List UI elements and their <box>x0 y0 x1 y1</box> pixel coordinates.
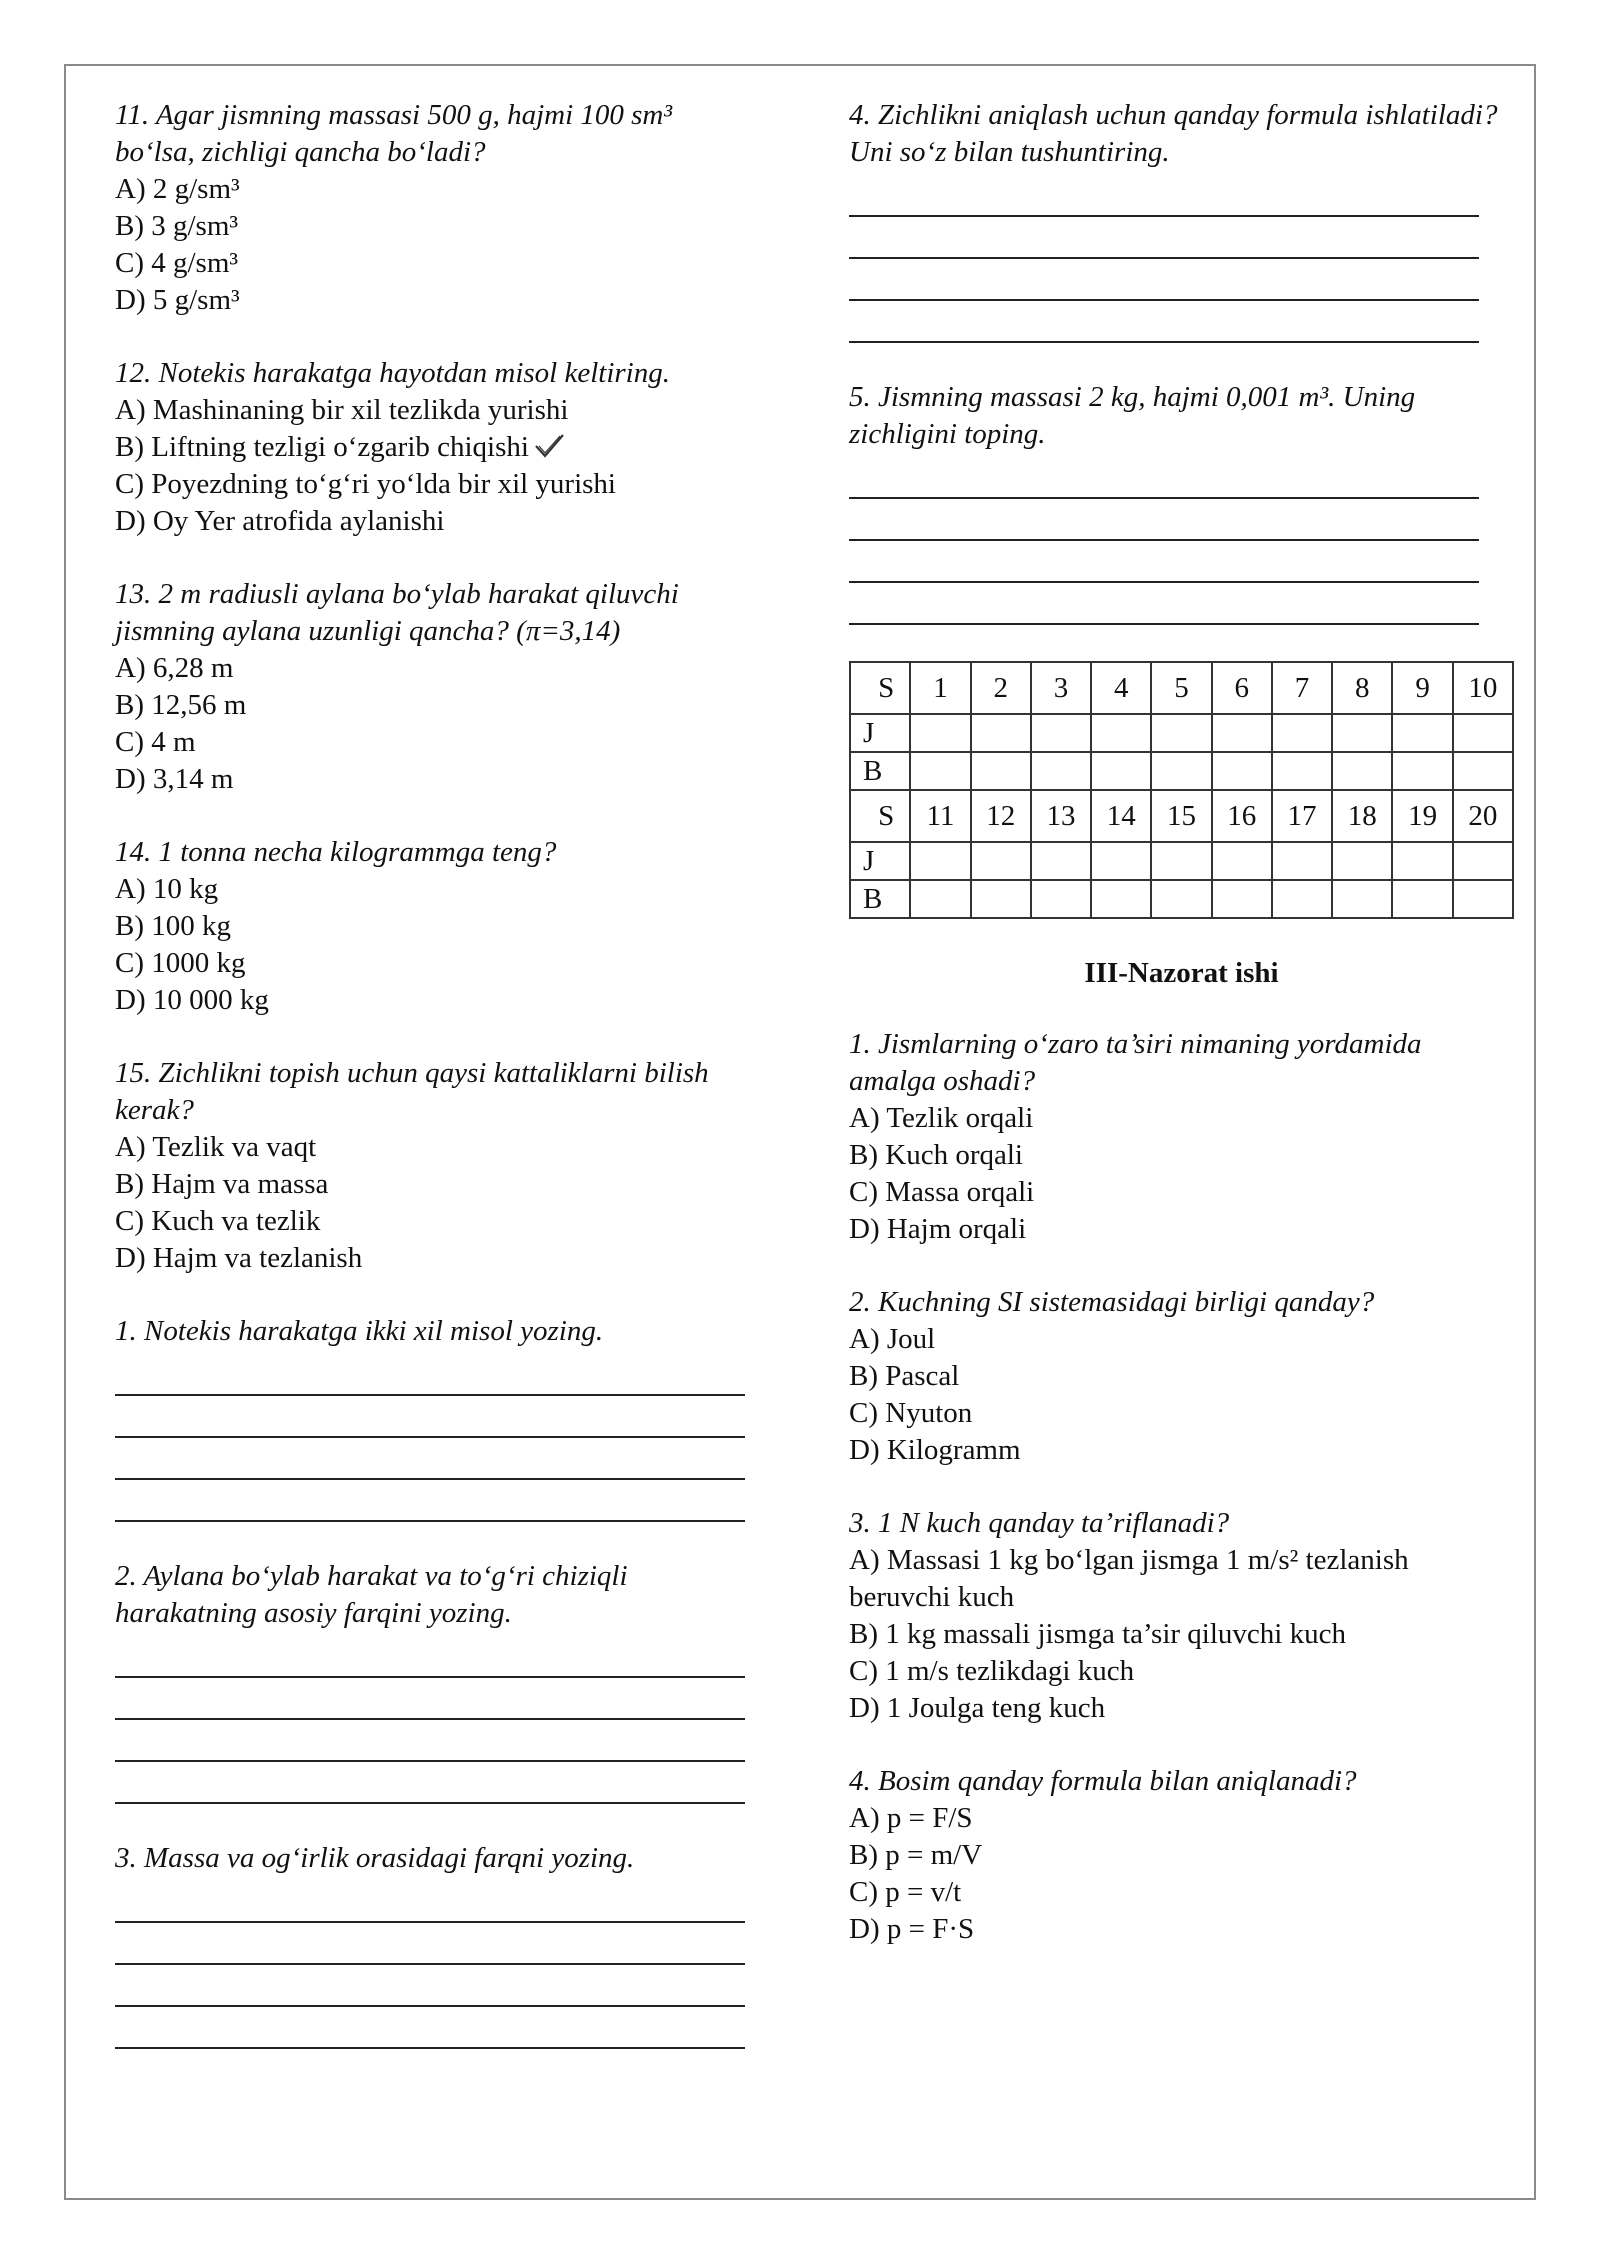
answer-cell[interactable] <box>1453 714 1513 752</box>
option-c: C) Poyezdning to‘g‘ri yo‘lda bir xil yurishi <box>115 468 616 500</box>
answer-cell[interactable] <box>1212 714 1272 752</box>
open-question-4 <box>849 97 1514 343</box>
question-13 <box>115 576 755 798</box>
section-title: III-Nazorat ishi <box>1084 957 1279 989</box>
answer-lines <box>115 1636 755 1804</box>
cell-number: 7 <box>1272 662 1332 714</box>
open-question-3 <box>115 1840 755 2049</box>
option-b: B) 3 g/sm³ <box>115 210 239 242</box>
option-b: B) Pascal <box>849 1360 960 1392</box>
cell-number: 16 <box>1212 790 1272 842</box>
answer-cell[interactable] <box>1453 842 1513 880</box>
open-question-2 <box>115 1558 755 1804</box>
option-c: C) 4 m <box>115 726 196 758</box>
option-b-label: B) Liftning tezligi o‘zgarib chiqishi <box>115 431 529 463</box>
answer-cell[interactable] <box>1392 880 1452 918</box>
question-text: 14. 1 tonna necha kilogrammga teng? <box>115 836 557 868</box>
option-d: D) 1 Joulga teng kuch <box>849 1692 1106 1724</box>
option-d: D) Hajm va tezlanish <box>115 1242 363 1274</box>
cell-number: 14 <box>1091 790 1151 842</box>
answer-cell[interactable] <box>971 842 1031 880</box>
answer-cell[interactable] <box>1392 752 1452 790</box>
option-b: B) Kuch orqali <box>849 1139 1023 1171</box>
option-a: A) Massasi 1 kg bo‘lgan jismga 1 m/s² tezlanish beruvchi kuch <box>849 1544 1409 1613</box>
option-d: D) 3,14 m <box>115 763 234 795</box>
open-question-1 <box>115 1313 755 1522</box>
answer-line[interactable] <box>115 1678 745 1720</box>
row-label-s: S <box>850 790 910 842</box>
answer-grid-table <box>849 661 1514 919</box>
row-label-b: B <box>850 880 910 918</box>
answer-cell[interactable] <box>1031 880 1091 918</box>
answer-cell[interactable] <box>910 842 970 880</box>
answer-lines <box>115 1881 755 2049</box>
question-text: 2. Aylana bo‘ylab harakat va to‘g‘ri chiziqli harakatning asosiy farqini yozing. <box>115 1560 628 1629</box>
cell-number: 5 <box>1151 662 1211 714</box>
option-b <box>115 429 755 466</box>
answer-line[interactable] <box>115 1636 745 1678</box>
answer-cell[interactable] <box>1272 880 1332 918</box>
answer-cell[interactable] <box>1272 752 1332 790</box>
option-a: A) 6,28 m <box>115 652 234 684</box>
option-a: A) Mashinaning bir xil tezlikda yurishi <box>115 394 569 426</box>
question-12 <box>115 355 755 540</box>
row-label-j: J <box>850 842 910 880</box>
question-15 <box>115 1055 755 1277</box>
answer-line[interactable] <box>849 499 1479 541</box>
answer-cell[interactable] <box>910 880 970 918</box>
cell-number: 4 <box>1091 662 1151 714</box>
option-a: A) Joul <box>849 1323 936 1355</box>
option-b: B) 1 kg massali jismga ta’sir qiluvchi kuch <box>849 1618 1346 1650</box>
option-b: B) p = m/V <box>849 1839 983 1871</box>
answer-cell[interactable] <box>1453 752 1513 790</box>
option-d: D) Oy Yer atrofida aylanishi <box>115 505 445 537</box>
question-text: 15. Zichlikni topish uchun qaysi kattaliklarni bilish kerak? <box>115 1057 709 1126</box>
option-b: B) 100 kg <box>115 910 231 942</box>
answer-cell[interactable] <box>1212 842 1272 880</box>
answer-cell[interactable] <box>1091 842 1151 880</box>
answer-line[interactable] <box>849 583 1479 625</box>
table-row-b-2 <box>850 880 1513 918</box>
question-text: 5. Jismning massasi 2 kg, hajmi 0,001 m³. Uning zichligini toping. <box>849 381 1416 450</box>
answer-cell[interactable] <box>1453 880 1513 918</box>
question-text: 1. Notekis harakatga ikki xil misol yozing. <box>115 1315 604 1347</box>
answer-line[interactable] <box>115 1881 745 1923</box>
answer-line[interactable] <box>849 217 1479 259</box>
left-column <box>115 97 755 2085</box>
answer-cell[interactable] <box>1272 714 1332 752</box>
question-text: 11. Agar jismning massasi 500 g, hajmi 100 sm³ bo‘lsa, zichligi qancha bo‘ladi? <box>115 99 673 168</box>
question-text: 12. Notekis harakatga hayotdan misol keltiring. <box>115 357 670 389</box>
table-row-j-2 <box>850 842 1513 880</box>
option-d: D) Hajm orqali <box>849 1213 1027 1245</box>
answer-cell[interactable] <box>1212 752 1272 790</box>
cell-number: 18 <box>1332 790 1392 842</box>
option-c: C) 1000 kg <box>115 947 246 979</box>
cell-number: 17 <box>1272 790 1332 842</box>
answer-line[interactable] <box>115 2007 745 2049</box>
option-a: A) 10 kg <box>115 873 219 905</box>
section3-question-2 <box>849 1284 1514 1469</box>
question-text: 1. Jismlarning o‘zaro ta’siri nimaning yordamida amalga oshadi? <box>849 1028 1422 1097</box>
answer-line[interactable] <box>849 301 1479 343</box>
cell-number: 20 <box>1453 790 1513 842</box>
question-text: 3. 1 N kuch qanday ta’riflanadi? <box>849 1507 1230 1539</box>
option-c: C) Massa orqali <box>849 1176 1035 1208</box>
answer-cell[interactable] <box>1332 880 1392 918</box>
question-text: 4. Bosim qanday formula bilan aniqlanadi? <box>849 1765 1357 1797</box>
question-text: 3. Massa va og‘irlik orasidagi farqni yozing. <box>115 1842 635 1874</box>
option-d: D) p = F·S <box>849 1913 975 1945</box>
answer-cell[interactable] <box>971 714 1031 752</box>
answer-cell[interactable] <box>1151 842 1211 880</box>
answer-line[interactable] <box>115 1965 745 2007</box>
answer-cell[interactable] <box>1151 880 1211 918</box>
cell-number: 13 <box>1031 790 1091 842</box>
cell-number: 10 <box>1453 662 1513 714</box>
option-a: A) Tezlik orqali <box>849 1102 1034 1134</box>
answer-line[interactable] <box>115 1396 745 1438</box>
cell-number: 11 <box>910 790 970 842</box>
answer-line[interactable] <box>849 457 1479 499</box>
option-d: D) Kilogramm <box>849 1434 1021 1466</box>
answer-line[interactable] <box>849 541 1479 583</box>
option-c: C) 1 m/s tezlikdagi kuch <box>849 1655 1135 1687</box>
option-d: D) 5 g/sm³ <box>115 284 240 316</box>
option-c: C) Kuch va tezlik <box>115 1205 321 1237</box>
cell-number: 19 <box>1392 790 1452 842</box>
question-11 <box>115 97 755 319</box>
option-d: D) 10 000 kg <box>115 984 269 1016</box>
row-label-s: S <box>850 662 910 714</box>
option-c: C) Nyuton <box>849 1397 973 1429</box>
answer-cell[interactable] <box>1091 714 1151 752</box>
question-text: 2. Kuchning SI sistemasidagi birligi qanday? <box>849 1286 1375 1318</box>
option-b: B) Hajm va massa <box>115 1168 329 1200</box>
answer-cell[interactable] <box>1031 842 1091 880</box>
cell-number: 12 <box>971 790 1031 842</box>
table-row-numbers-2 <box>850 790 1513 842</box>
answer-cell[interactable] <box>1332 714 1392 752</box>
cell-number: 1 <box>910 662 970 714</box>
section3-question-3 <box>849 1505 1514 1727</box>
cell-number: 2 <box>971 662 1031 714</box>
option-a: A) 2 g/sm³ <box>115 173 240 205</box>
cell-number: 8 <box>1332 662 1392 714</box>
answer-cell[interactable] <box>1031 752 1091 790</box>
answer-cell[interactable] <box>1151 752 1211 790</box>
answer-cell[interactable] <box>1272 842 1332 880</box>
cell-number: 3 <box>1031 662 1091 714</box>
answer-cell[interactable] <box>1091 880 1151 918</box>
option-c: C) 4 g/sm³ <box>115 247 239 279</box>
table-row-j <box>850 714 1513 752</box>
answer-lines <box>115 1354 755 1522</box>
question-14 <box>115 834 755 1019</box>
row-label-b: B <box>850 752 910 790</box>
answer-cell[interactable] <box>1151 714 1211 752</box>
answer-cell[interactable] <box>910 752 970 790</box>
section3-question-1 <box>849 1026 1514 1248</box>
answer-cell[interactable] <box>971 880 1031 918</box>
answer-cell[interactable] <box>1392 714 1452 752</box>
question-text: 4. Zichlikni aniqlash uchun qanday formula ishlatiladi? Uni so‘z bilan tushuntiring. <box>849 99 1498 168</box>
table-row-b <box>850 752 1513 790</box>
table-row-numbers <box>850 662 1513 714</box>
answer-line[interactable] <box>115 1762 745 1804</box>
cell-number: 9 <box>1392 662 1452 714</box>
option-b: B) 12,56 m <box>115 689 247 721</box>
option-a: A) Tezlik va vaqt <box>115 1131 317 1163</box>
answer-line[interactable] <box>849 175 1479 217</box>
answer-cell[interactable] <box>1091 752 1151 790</box>
answer-line[interactable] <box>115 1480 745 1522</box>
section3-question-4 <box>849 1763 1514 1948</box>
check-mark-icon <box>533 432 565 460</box>
answer-lines <box>849 457 1514 625</box>
answer-cell[interactable] <box>1332 842 1392 880</box>
answer-line[interactable] <box>115 1438 745 1480</box>
answer-cell[interactable] <box>1392 842 1452 880</box>
option-c: C) p = v/t <box>849 1876 962 1908</box>
answer-line[interactable] <box>115 1720 745 1762</box>
answer-cell[interactable] <box>910 714 970 752</box>
cell-number: 6 <box>1212 662 1272 714</box>
question-text: 13. 2 m radiusli aylana bo‘ylab harakat qiluvchi jismning aylana uzunligi qancha? (π=3,14) <box>115 578 679 647</box>
answer-line[interactable] <box>849 259 1479 301</box>
answer-cell[interactable] <box>1031 714 1091 752</box>
answer-line[interactable] <box>115 1923 745 1965</box>
row-label-j: J <box>850 714 910 752</box>
answer-cell[interactable] <box>971 752 1031 790</box>
option-a: A) p = F/S <box>849 1802 973 1834</box>
right-column <box>849 97 1514 1984</box>
open-question-5 <box>849 379 1514 625</box>
answer-cell[interactable] <box>1332 752 1392 790</box>
answer-line[interactable] <box>115 1354 745 1396</box>
cell-number: 15 <box>1151 790 1211 842</box>
answer-lines <box>849 175 1514 343</box>
answer-cell[interactable] <box>1212 880 1272 918</box>
